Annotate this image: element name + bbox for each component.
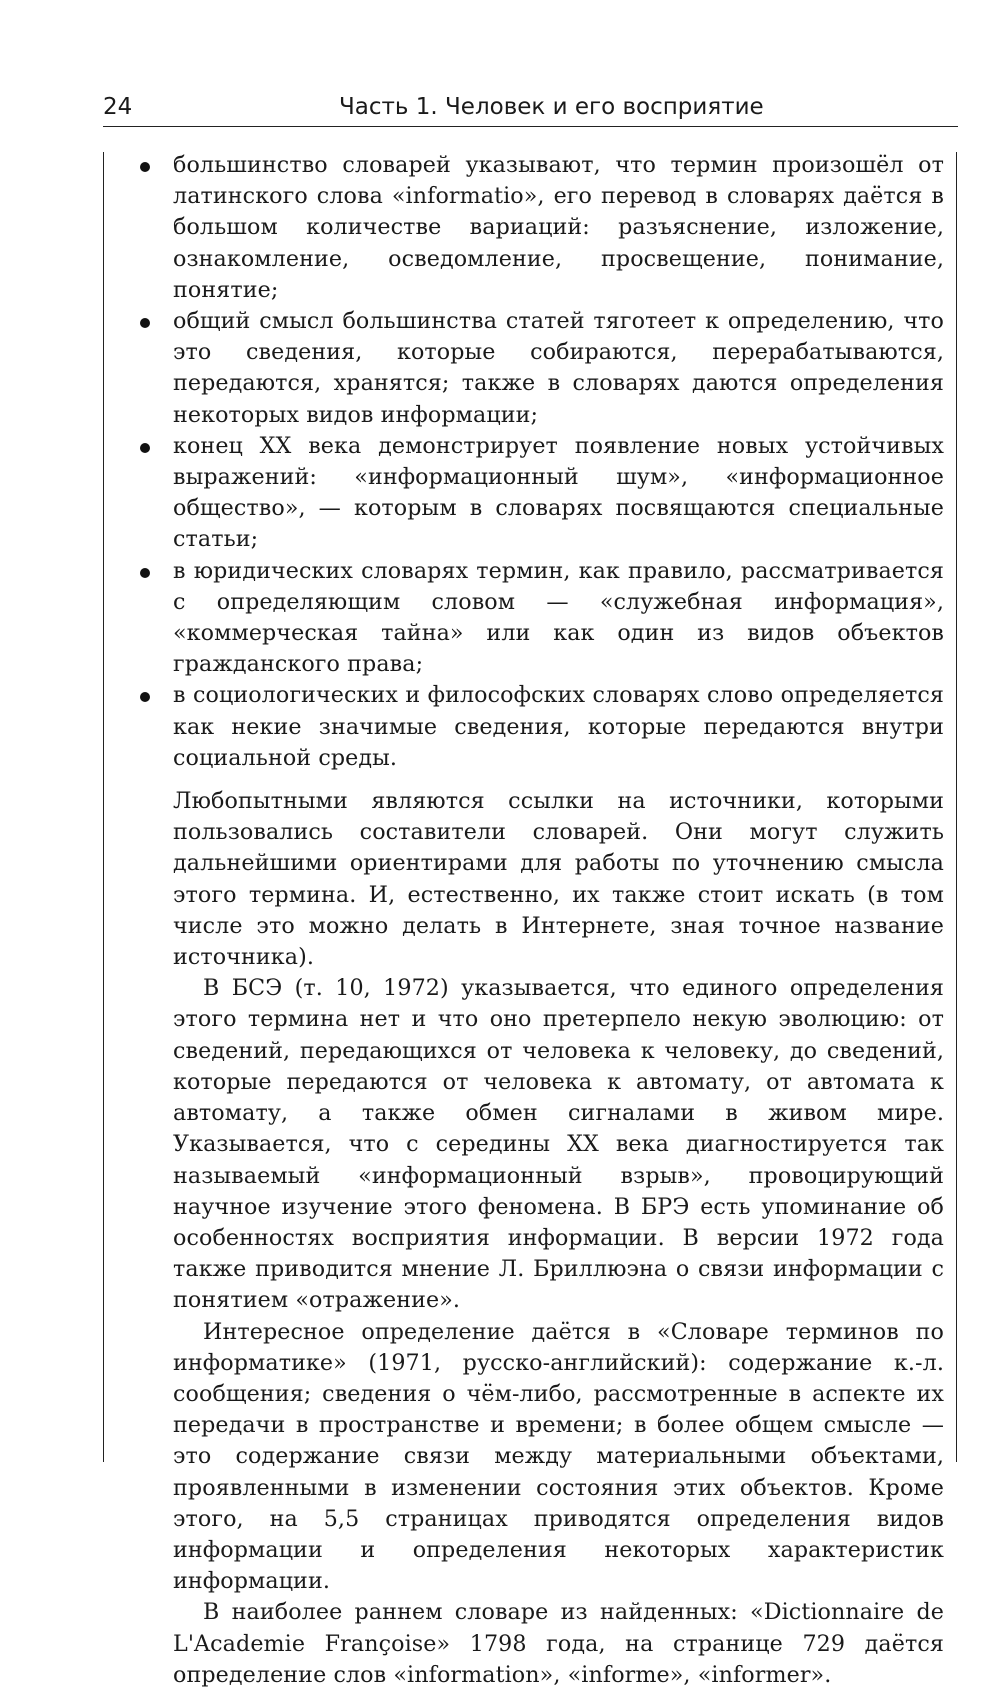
bullet-item	[118, 556, 944, 681]
bullet-text: в социологических и философских словарях слово определяется как некие значимые сведения, которые передаются внутри социальной среды.	[173, 682, 944, 771]
running-title: Часть 1. Человек и его восприятие	[339, 94, 764, 120]
bullet-dot-icon	[140, 162, 150, 172]
bullet-dot-icon	[140, 568, 150, 578]
bullet-dot-icon	[140, 692, 150, 702]
bullet-item	[118, 306, 944, 431]
bullet-dot-icon	[140, 443, 150, 453]
right-margin-rule	[956, 152, 957, 1462]
bullet-text: общий смысл большинства статей тяготеет к определению, что это сведения, которые собираются, перерабатываются, передаются, хранятся; также в словарях даются определения некоторых видов информации;	[173, 308, 944, 428]
bullet-item	[118, 150, 944, 306]
left-margin-rule	[103, 152, 104, 1462]
paragraph: Любопытными являются ссылки на источники, которыми пользовались составители словарей. Они могут служить дальнейшими ориентирами для работы по уточнению смысла этого термина. И, естественно, их также стоит искать (в том числе это можно делать в Интернете, зная точное название источника).	[173, 788, 944, 971]
bullet-item	[118, 431, 944, 556]
bullet-dot-icon	[140, 318, 150, 328]
bullet-text: конец XX века демонстрирует появление новых устойчивых выражений: «информационный шум», «информационное общество», — которым в словарях посвящаются специальные статьи;	[173, 432, 944, 553]
page-body	[118, 150, 944, 1691]
paragraph: В наиболее раннем словаре из найденных: «Dictionnaire de L'Academie Françoise» 1798 года, на странице 729 даётся определение слов «information», «informe», «informer».	[173, 1599, 944, 1688]
paragraph: Интересное определение даётся в «Словаре терминов по информатике» (1971, русско-английский): содержание к.-л. сообщения; сведения о чём-либо, рассмотренные в аспекте их передачи в пространстве и времени; в более общем смысле — это содержание связи между материальными объектами, проявленными в изменении состояния этих объектов. Кроме этого, на 5,5 страницах приводятся определения видов информации и определения некоторых характеристик информации.	[173, 1318, 944, 1595]
paragraph: В БСЭ (т. 10, 1972) указывается, что единого определения этого термина нет и что оно претерпело некую эволюцию: от сведений, передающихся от человека к человеку, до сведений, которые передаются от человека к автомату, от автомата к автомату, а также обмен сигналами в живом мире. Указывается, что с середины XX века диагностируется так называемый «информационный взрыв», провоцирующий научное изучение этого феномена. В БРЭ есть упоминание об особенностях восприятия информации. В версии 1972 года также приводится мнение Л. Бриллюэна о связи информации с понятием «отражение».	[173, 975, 944, 1314]
bullet-item	[118, 680, 944, 774]
bullet-text: большинство словарей указывают, что термин произошёл от латинского слова «informatio», его перевод в словарях даётся в большом количестве вариаций: разъяснение, изложение, ознакомление, осведомление, просвещение, понимание, понятие;	[173, 152, 944, 303]
running-header	[103, 86, 958, 127]
bullet-list	[118, 150, 944, 774]
bullet-text: в юридических словарях термин, как правило, рассматривается с определяющим словом — «служебная информация», «коммерческая тайна» или как один из видов объектов гражданского права;	[173, 557, 944, 678]
page-number: 24	[103, 94, 133, 120]
